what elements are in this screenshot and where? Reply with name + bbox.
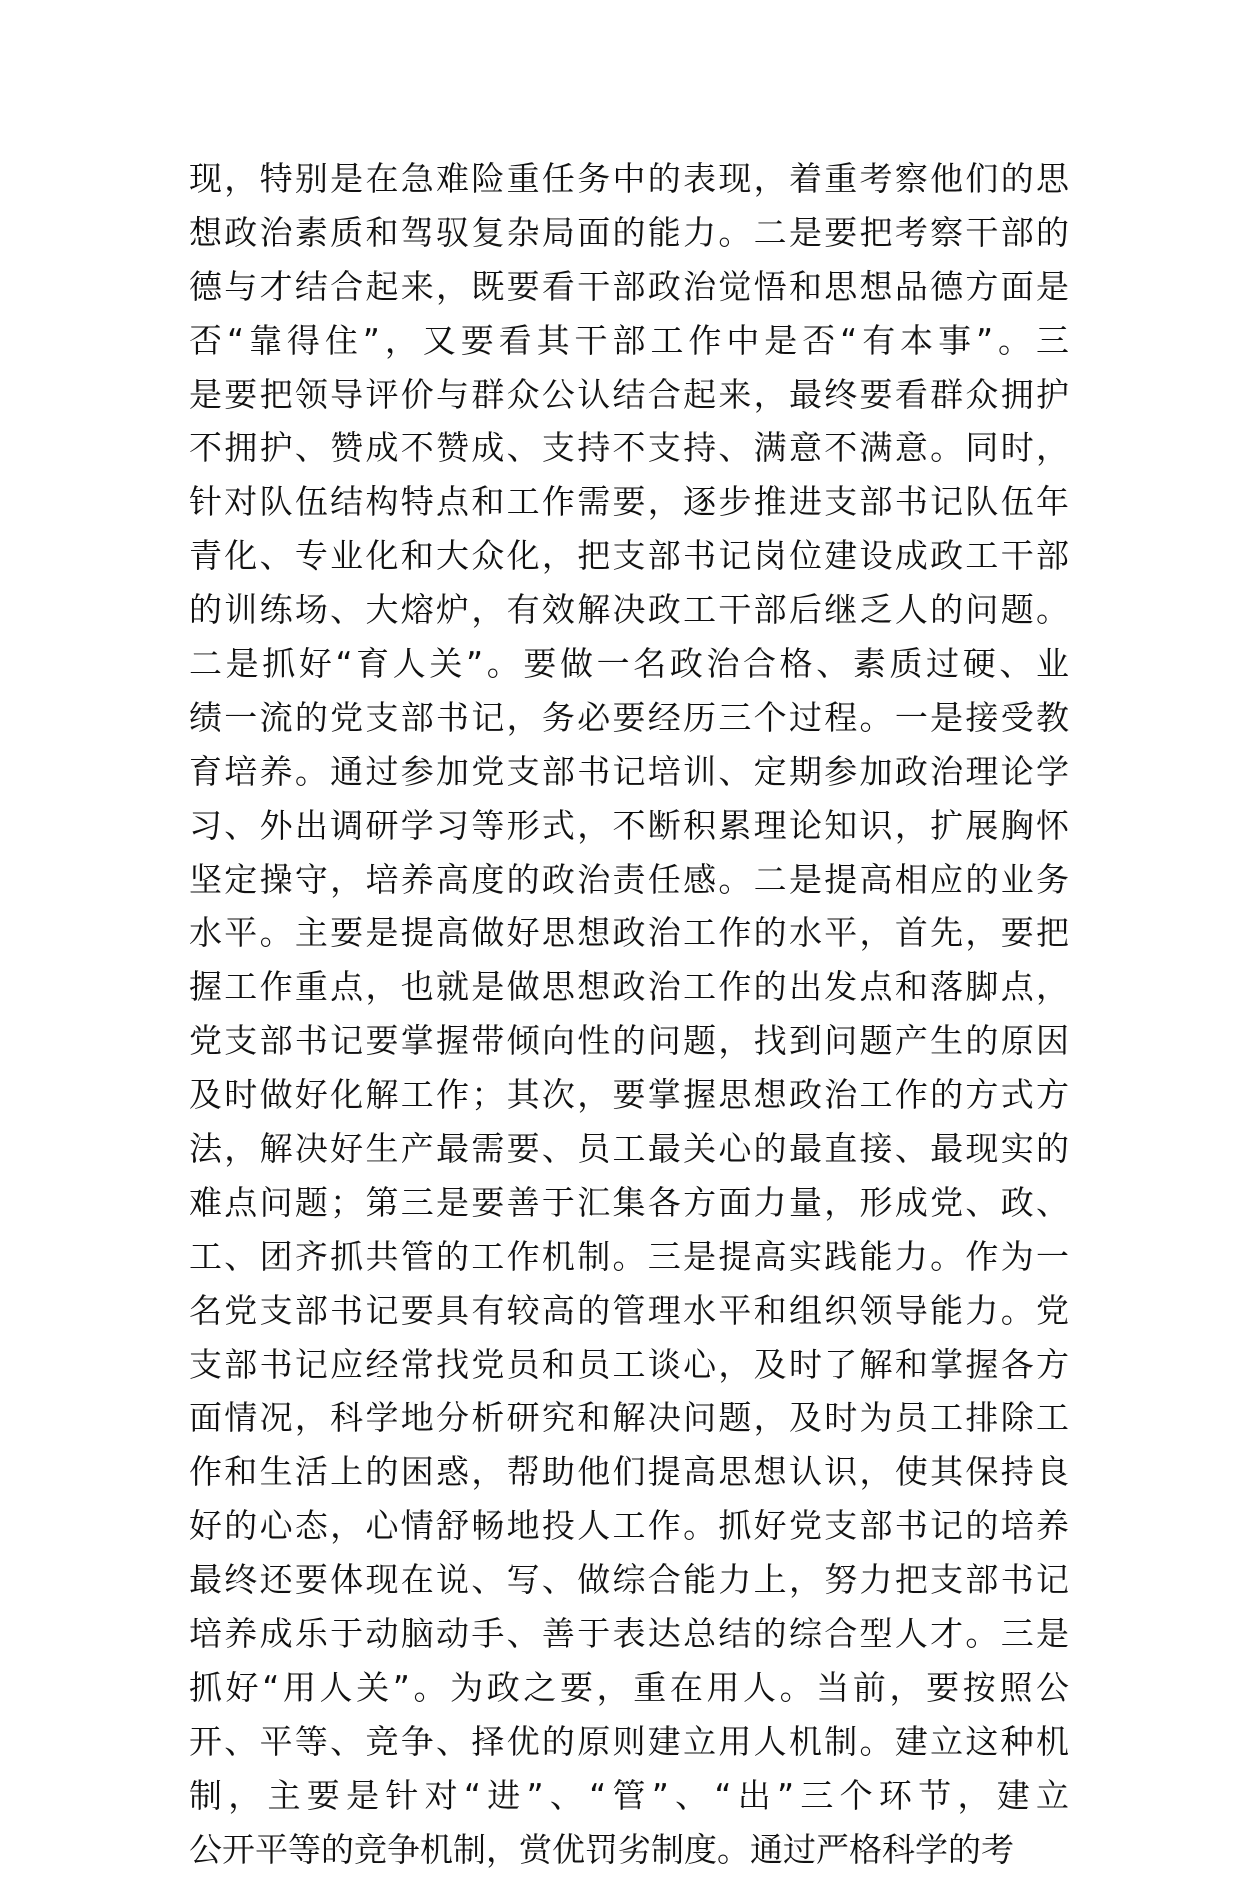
text-line: 二是抓好“育人关”。要做一名政治合格、素质过硬、业 <box>189 644 1069 684</box>
text-line: 面情况，科学地分析研究和解决问题，及时为员工排除工 <box>189 1398 1069 1438</box>
text-line: 制，主要是针对“进”、“管”、“出”三个环节，建立 <box>189 1775 1069 1815</box>
text-line: 的训练场、大熔炉，有效解决政工干部后继乏人的问题。 <box>189 590 1069 630</box>
text-line: 最终还要体现在说、写、做综合能力上，努力把支部书记 <box>189 1560 1069 1600</box>
text-line: 作和生活上的困惑，帮助他们提高思想认识，使其保持良 <box>189 1452 1069 1492</box>
text-line: 水平。主要是提高做好思想政治工作的水平，首先，要把 <box>189 913 1069 953</box>
text-line: 好的心态，心情舒畅地投人工作。抓好党支部书记的培养 <box>189 1506 1069 1546</box>
text-line: 难点问题；第三是要善于汇集各方面力量，形成党、政、 <box>189 1182 1069 1222</box>
text-line: 握工作重点，也就是做思想政治工作的出发点和落脚点， <box>189 967 1069 1007</box>
text-line: 绩一流的党支部书记，务必要经历三个过程。一是接受教 <box>189 697 1069 737</box>
text-line: 不拥护、赞成不赞成、支持不支持、满意不满意。同时， <box>189 428 1069 468</box>
text-line: 支部书记应经常找党员和员工谈心，及时了解和掌握各方 <box>189 1344 1069 1384</box>
text-line: 工、团齐抓共管的工作机制。三是提高实践能力。作为一 <box>189 1236 1069 1276</box>
text-line: 培养成乐于动脑动手、善于表达总结的综合型人才。三是 <box>189 1614 1069 1654</box>
text-line: 针对队伍结构特点和工作需要，逐步推进支部书记队伍年 <box>189 482 1069 522</box>
text-line: 开、平等、竞争、择优的原则建立用人机制。建立这种机 <box>189 1721 1069 1761</box>
text-line: 育培养。通过参加党支部书记培训、定期参加政治理论学 <box>189 751 1069 791</box>
text-line: 法，解决好生产最需要、员工最关心的最直接、最现实的 <box>189 1129 1069 1169</box>
text-line: 是要把领导评价与群众公认结合起来，最终要看群众拥护 <box>189 374 1069 414</box>
text-line: 习、外出调研学习等形式，不断积累理论知识，扩展胸怀 <box>189 805 1069 845</box>
text-line: 抓好“用人关”。为政之要，重在用人。当前，要按照公 <box>189 1667 1069 1707</box>
text-line: 及时做好化解工作；其次，要掌握思想政治工作的方式方 <box>189 1075 1069 1115</box>
text-line: 否“靠得住”，又要看其干部工作中是否“有本事”。三 <box>189 320 1069 360</box>
text-line: 坚定操守，培养高度的政治责任感。二是提高相应的业务 <box>189 859 1069 899</box>
text-line: 想政治素质和驾驭复杂局面的能力。二是要把考察干部的 <box>189 212 1069 252</box>
text-line: 党支部书记要掌握带倾向性的问题，找到问题产生的原因 <box>189 1021 1069 1061</box>
text-line: 公开平等的竞争机制，赏优罚劣制度。通过严格科学的考 <box>189 1829 1014 1869</box>
text-line: 青化、专业化和大众化，把支部书记岗位建设成政工干部 <box>189 536 1069 576</box>
body-text <box>189 152 1069 1877</box>
text-line: 德与才结合起来，既要看干部政治觉悟和思想品德方面是 <box>189 266 1069 306</box>
text-line: 名党支部书记要具有较高的管理水平和组织领导能力。党 <box>189 1290 1069 1330</box>
text-line: 现，特别是在急难险重任务中的表现，着重考察他们的思 <box>189 159 1069 198</box>
